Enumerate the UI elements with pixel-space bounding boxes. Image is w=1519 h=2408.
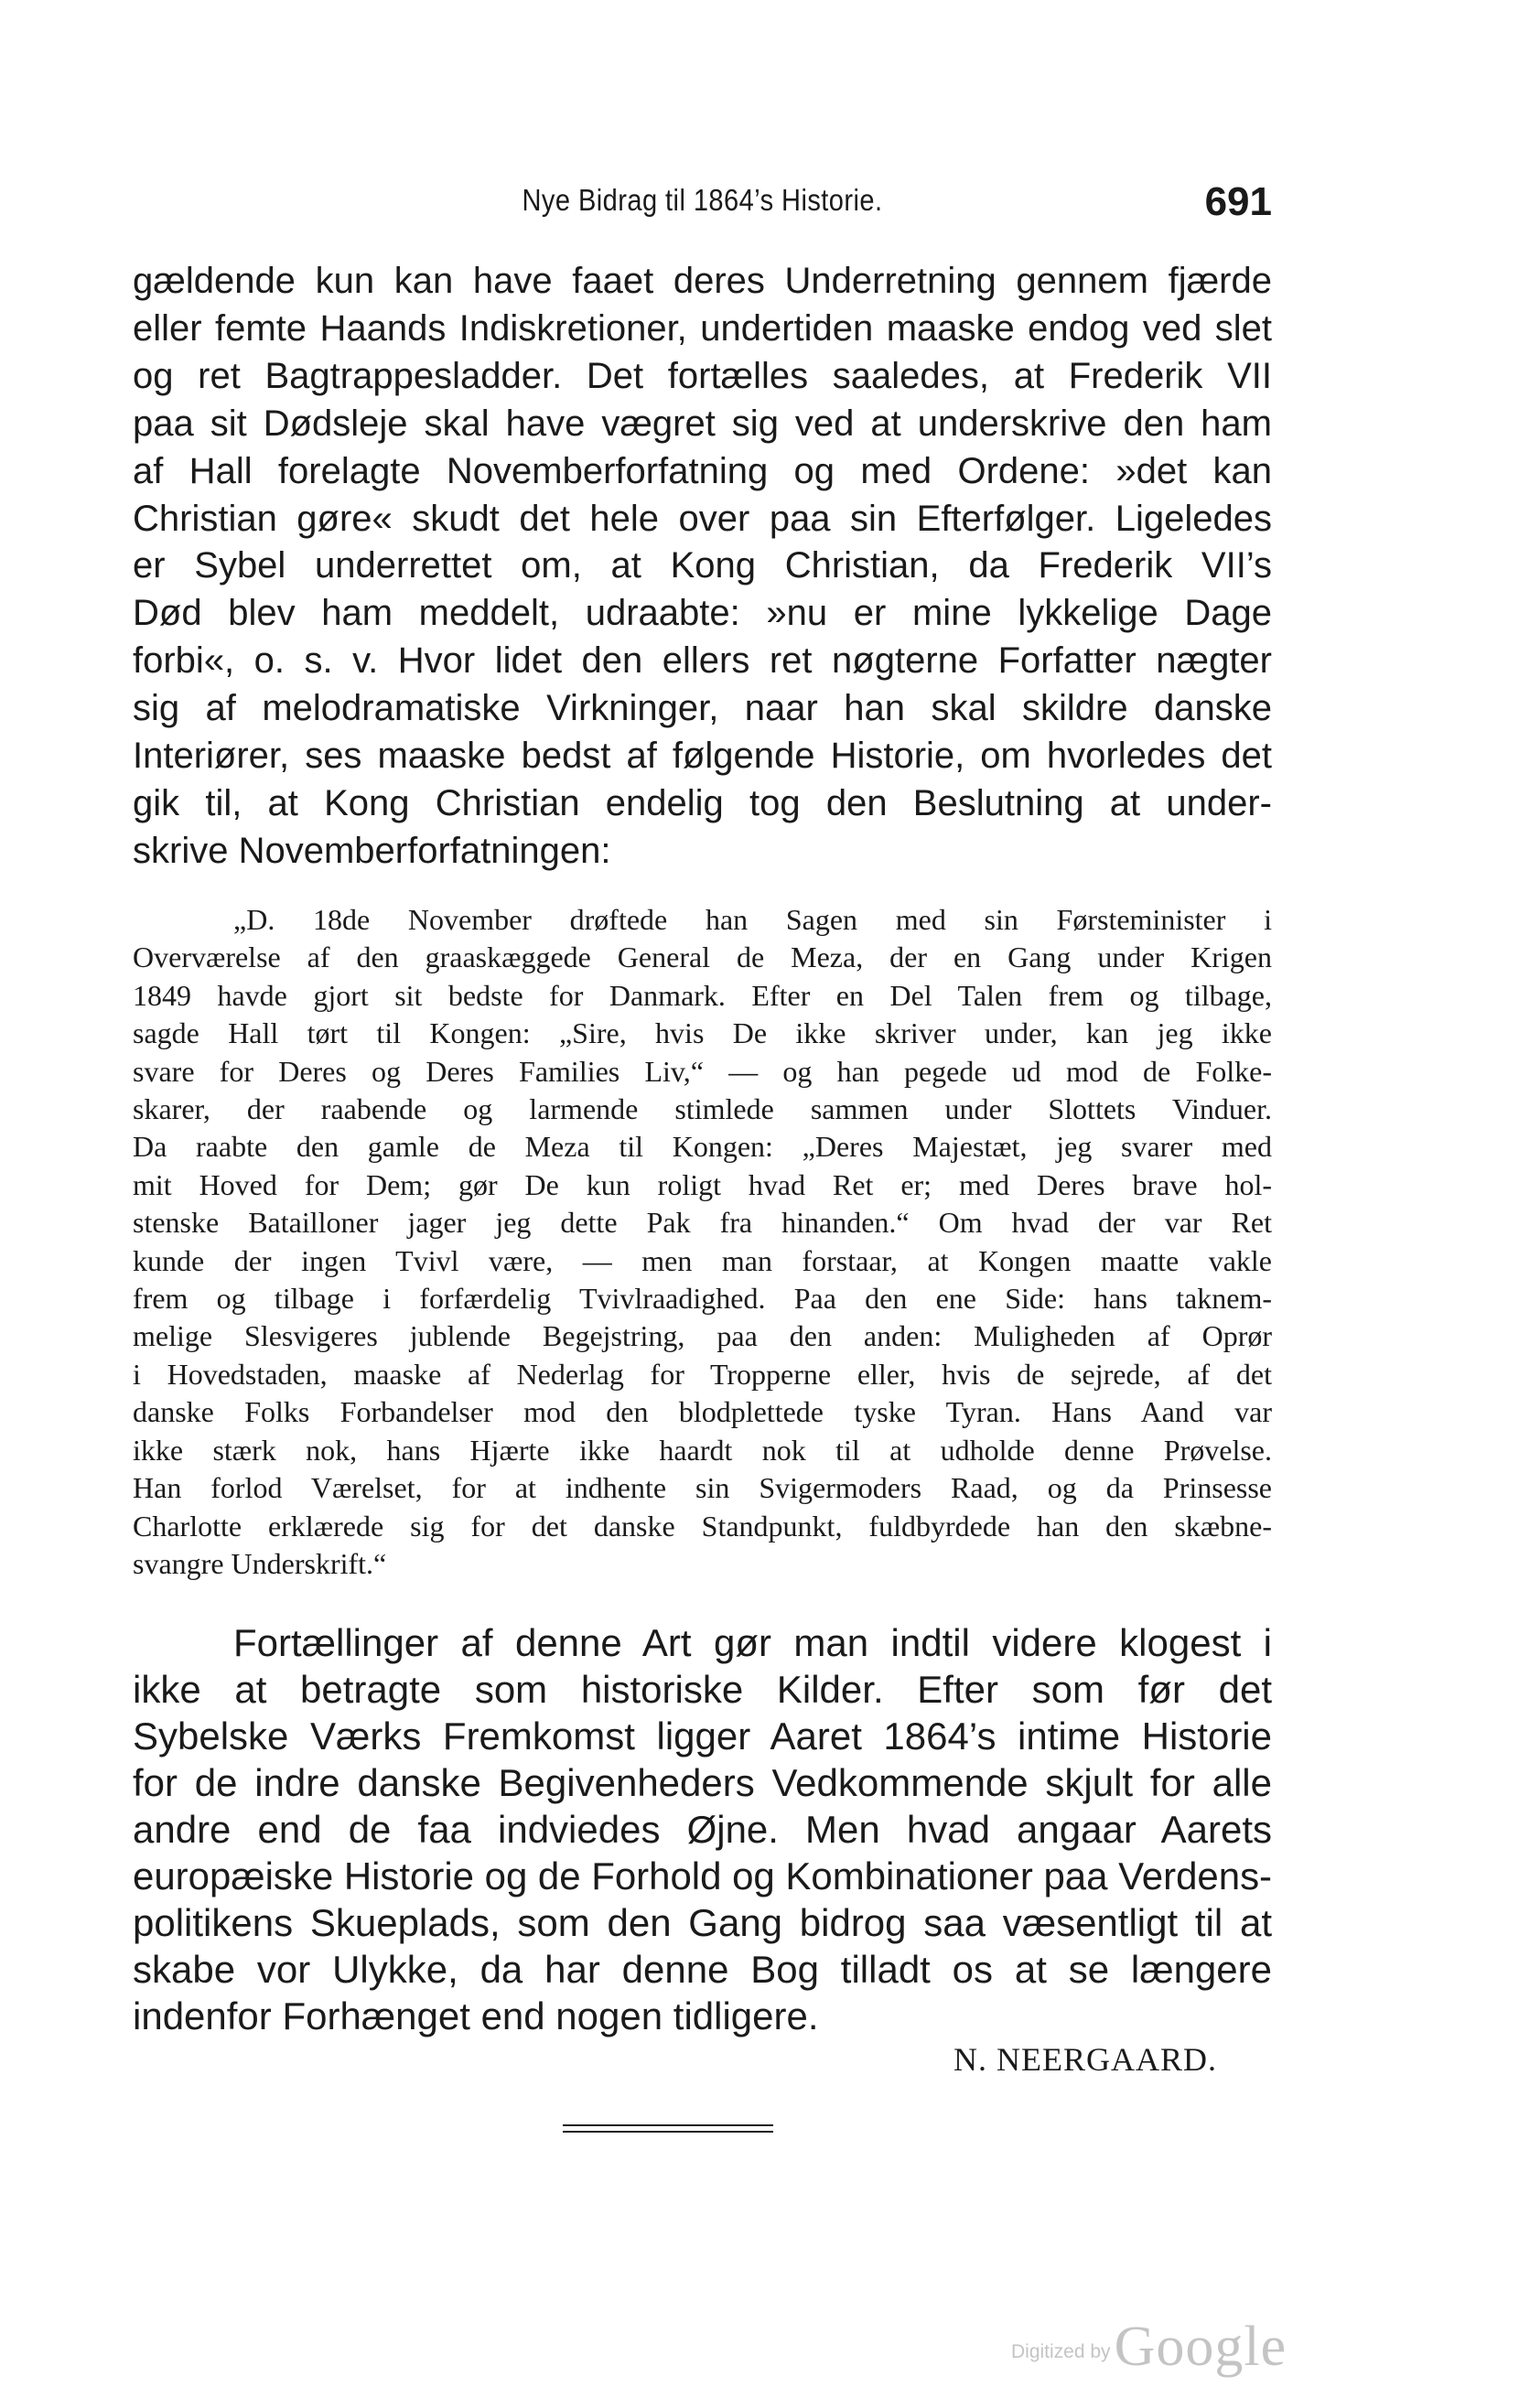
text-line: andre end de faa indviedes Øjne. Men hvad angaar Aarets xyxy=(133,1808,1272,1851)
quote-line: sagde Hall tørt til Kongen: „Sire, hvis De ikke skriver under, kan jeg ikke xyxy=(133,1016,1272,1050)
quote-line: Da raabte den gamle de Meza til Kongen: „Deres Majestæt, jeg svarer med xyxy=(133,1130,1272,1164)
text-line: gik til, at Kong Christian endelig tog den Beslutning at under- xyxy=(133,782,1272,823)
text-line: skabe vor Ulykke, da har denne Bog tilladt os at se længere xyxy=(133,1948,1272,1991)
running-title: Nye Bidrag til 1864’s Historie. xyxy=(522,183,883,217)
quote-line: svare for Deres og Deres Families Liv,“ — og han pegede ud mod de Folke- xyxy=(133,1054,1272,1088)
text-line: Sybelske Værks Fremkomst ligger Aaret 1864’s intime Historie xyxy=(133,1715,1272,1758)
page-header xyxy=(133,179,1272,238)
text-line: Fortællinger af denne Art gør man indtil videre klogest i xyxy=(233,1621,1272,1664)
text-line: paa sit Dødsleje skal have vægret sig ved at underskrive den ham xyxy=(133,403,1272,444)
text-line: politikens Skueplads, som den Gang bidrog saa væsentligt til at xyxy=(133,1901,1272,1944)
text-line: sig af melodramatiske Virkninger, naar han skal skildre danske xyxy=(133,688,1272,729)
digitized-watermark xyxy=(1011,2315,1287,2380)
quote-line: Charlotte erklærede sig for det danske Standpunkt, fuldbyrdede han den skæbne- xyxy=(133,1509,1272,1543)
text-line: europæiske Historie og de Forhold og Kombinationer paa Verdens- xyxy=(133,1854,1272,1897)
quote-line: 1849 havde gjort sit bedste for Danmark. Efter en Del Talen frem og tilbage, xyxy=(133,978,1272,1012)
text-line: ikke at betragte som historiske Kilder. Efter som før det xyxy=(133,1668,1272,1711)
divider-rule xyxy=(563,2131,773,2133)
divider-rule xyxy=(563,2124,773,2126)
quote-line: stenske Batailloner jager jeg dette Pak fra hinanden.“ Om hvad der var Ret xyxy=(133,1206,1272,1240)
paragraph-2 xyxy=(133,1619,1272,2039)
text-line: Interiører, ses maaske bedst af følgende Historie, om hvorledes det xyxy=(133,736,1272,777)
text-line: Christian gøre« skudt det hele over paa sin Efterfølger. Ligeledes xyxy=(133,498,1272,539)
quote-line: kunde der ingen Tvivl være, — men man forstaar, at Kongen maatte vakle xyxy=(133,1243,1272,1277)
quote-line: skarer, der raabende og larmende stimlede sammen under Slottets Vinduer. xyxy=(133,1092,1272,1126)
block-quote xyxy=(133,901,1272,1583)
page-number: 691 xyxy=(1204,179,1272,224)
quote-line: danske Folks Forbandelser mod den blodplettede tyske Tyran. Hans Aand var xyxy=(133,1395,1272,1429)
quote-line: frem og tilbage i forfærdelig Tvivlraadighed. Paa den ene Side: hans taknem- xyxy=(133,1282,1272,1316)
text-line: forbi«, o. s. v. Hvor lidet den ellers ret nøgterne Forfatter nægter xyxy=(133,640,1272,682)
quote-line: mit Hoved for Dem; gør De kun roligt hvad Ret er; med Deres brave hol- xyxy=(133,1167,1272,1201)
text-line: for de indre danske Begivenheders Vedkommende skjult for alle xyxy=(133,1761,1272,1804)
quote-line: i Hovedstaden, maaske af Nederlag for Tropperne eller, hvis de sejrede, af det xyxy=(133,1357,1272,1391)
text-line: af Hall forelagte Novemberforfatning og med Ordene: »det kan xyxy=(133,450,1272,491)
watermark-prefix: Digitized by xyxy=(1011,2341,1111,2362)
text-line: og ret Bagtrappesladder. Det fortælles saaledes, at Frederik VII xyxy=(133,355,1272,396)
author-signature: N. NEERGAARD. xyxy=(953,2041,1217,2078)
text-line: Død blev ham meddelt, udraabte: »nu er mine lykkelige Dage xyxy=(133,593,1272,634)
quote-line: ikke stærk nok, hans Hjærte ikke haardt nok til at udholde denne Prøvelse. xyxy=(133,1433,1272,1467)
quote-line: Han forlod Værelset, for at indhente sin Svigermoders Raad, og da Prinsesse xyxy=(133,1471,1272,1505)
paragraph-1 xyxy=(133,258,1272,876)
text-line: skrive Novemberforfatningen: xyxy=(133,830,611,871)
quote-line: „D. 18de November drøftede han Sagen med sin Førsteminister i xyxy=(233,903,1272,936)
watermark-logo: Google xyxy=(1114,2316,1287,2378)
quote-line: svangre Underskrift.“ xyxy=(133,1546,387,1580)
text-line: gældende kun kan have faaet deres Underretning gennem fjærde xyxy=(133,261,1272,301)
text-line: indenfor Forhænget end nogen tidligere. xyxy=(133,1994,819,2037)
text-line: eller femte Haands Indiskretioner, undertiden maaske endog ved slet xyxy=(133,307,1272,349)
quote-line: Overværelse af den graaskæggede General de Meza, der en Gang under Krigen xyxy=(133,941,1272,974)
text-line: er Sybel underrettet om, at Kong Christian, da Frederik VII’s xyxy=(133,545,1272,586)
quote-line: melige Slesvigeres jublende Begejstring, paa den anden: Muligheden af Oprør xyxy=(133,1319,1272,1353)
